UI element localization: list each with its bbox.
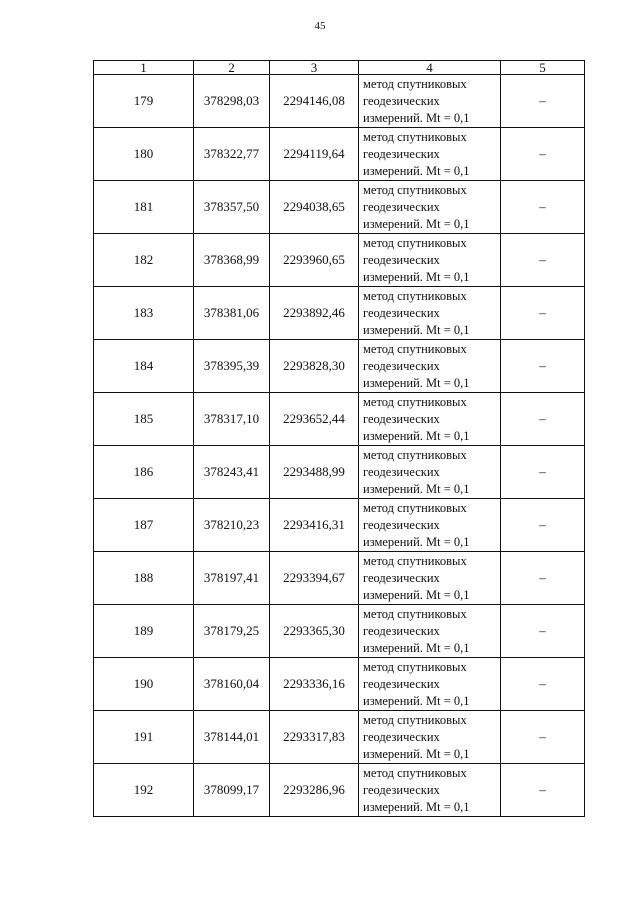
point-number-cell: 191 xyxy=(94,711,194,764)
method-line: измерений. Mt = 0,1 xyxy=(363,428,470,443)
x-coordinate-cell: 378179,25 xyxy=(194,605,270,658)
method-line: метод спутниковых xyxy=(363,659,467,674)
point-number-cell: 185 xyxy=(94,393,194,446)
note-cell: – xyxy=(501,393,585,446)
method-line: измерений. Mt = 0,1 xyxy=(363,216,470,231)
note-cell: – xyxy=(501,658,585,711)
point-number-cell: 188 xyxy=(94,552,194,605)
method-cell xyxy=(359,499,501,552)
header-row xyxy=(94,61,585,75)
method-cell xyxy=(359,764,501,817)
point-number-cell: 180 xyxy=(94,128,194,181)
method-line: измерений. Mt = 0,1 xyxy=(363,640,470,655)
method-line: метод спутниковых xyxy=(363,235,467,250)
method-line: геодезических xyxy=(363,93,440,108)
table-row xyxy=(94,605,585,658)
point-number-cell: 182 xyxy=(94,234,194,287)
method-cell xyxy=(359,234,501,287)
coordinates-table xyxy=(93,60,585,817)
method-line: измерений. Mt = 0,1 xyxy=(363,746,470,761)
y-coordinate-cell: 2293828,30 xyxy=(270,340,359,393)
method-line: метод спутниковых xyxy=(363,76,467,91)
method-line: геодезических xyxy=(363,782,440,797)
method-line: метод спутниковых xyxy=(363,288,467,303)
table-row xyxy=(94,499,585,552)
y-coordinate-cell: 2293365,30 xyxy=(270,605,359,658)
method-line: геодезических xyxy=(363,570,440,585)
method-cell xyxy=(359,287,501,340)
point-number-cell: 179 xyxy=(94,75,194,128)
header-col-5: 5 xyxy=(501,61,585,75)
method-cell xyxy=(359,340,501,393)
x-coordinate-cell: 378197,41 xyxy=(194,552,270,605)
page-number: 45 xyxy=(314,20,326,32)
y-coordinate-cell: 2293892,46 xyxy=(270,287,359,340)
x-coordinate-cell: 378099,17 xyxy=(194,764,270,817)
point-number-cell: 181 xyxy=(94,181,194,234)
y-coordinate-cell: 2294119,64 xyxy=(270,128,359,181)
table-header xyxy=(94,61,585,75)
method-line: измерений. Mt = 0,1 xyxy=(363,269,470,284)
x-coordinate-cell: 378210,23 xyxy=(194,499,270,552)
x-coordinate-cell: 378243,41 xyxy=(194,446,270,499)
method-line: геодезических xyxy=(363,676,440,691)
method-line: измерений. Mt = 0,1 xyxy=(363,110,470,125)
y-coordinate-cell: 2293286,96 xyxy=(270,764,359,817)
x-coordinate-cell: 378322,77 xyxy=(194,128,270,181)
method-line: геодезических xyxy=(363,729,440,744)
method-line: геодезических xyxy=(363,411,440,426)
table-row xyxy=(94,287,585,340)
x-coordinate-cell: 378144,01 xyxy=(194,711,270,764)
table-row xyxy=(94,764,585,817)
method-line: метод спутниковых xyxy=(363,182,467,197)
table-row xyxy=(94,446,585,499)
note-cell: – xyxy=(501,287,585,340)
method-line: метод спутниковых xyxy=(363,500,467,515)
note-cell: – xyxy=(501,499,585,552)
y-coordinate-cell: 2294146,08 xyxy=(270,75,359,128)
method-cell xyxy=(359,711,501,764)
method-line: метод спутниковых xyxy=(363,712,467,727)
method-line: метод спутниковых xyxy=(363,553,467,568)
y-coordinate-cell: 2293394,67 xyxy=(270,552,359,605)
method-line: метод спутниковых xyxy=(363,447,467,462)
method-line: геодезических xyxy=(363,252,440,267)
table-row xyxy=(94,658,585,711)
note-cell: – xyxy=(501,340,585,393)
method-line: геодезических xyxy=(363,199,440,214)
method-cell xyxy=(359,605,501,658)
method-line: измерений. Mt = 0,1 xyxy=(363,587,470,602)
method-line: метод спутниковых xyxy=(363,129,467,144)
point-number-cell: 186 xyxy=(94,446,194,499)
method-line: геодезических xyxy=(363,464,440,479)
method-cell xyxy=(359,393,501,446)
method-line: геодезических xyxy=(363,623,440,638)
table-row xyxy=(94,711,585,764)
x-coordinate-cell: 378317,10 xyxy=(194,393,270,446)
y-coordinate-cell: 2293416,31 xyxy=(270,499,359,552)
point-number-cell: 183 xyxy=(94,287,194,340)
y-coordinate-cell: 2294038,65 xyxy=(270,181,359,234)
y-coordinate-cell: 2293960,65 xyxy=(270,234,359,287)
x-coordinate-cell: 378357,50 xyxy=(194,181,270,234)
point-number-cell: 192 xyxy=(94,764,194,817)
method-line: метод спутниковых xyxy=(363,341,467,356)
method-line: измерений. Mt = 0,1 xyxy=(363,799,470,814)
method-cell xyxy=(359,658,501,711)
method-line: геодезических xyxy=(363,358,440,373)
x-coordinate-cell: 378395,39 xyxy=(194,340,270,393)
note-cell: – xyxy=(501,764,585,817)
method-line: метод спутниковых xyxy=(363,606,467,621)
y-coordinate-cell: 2293336,16 xyxy=(270,658,359,711)
point-number-cell: 189 xyxy=(94,605,194,658)
table-row xyxy=(94,340,585,393)
table-row xyxy=(94,234,585,287)
method-line: геодезических xyxy=(363,305,440,320)
method-line: измерений. Mt = 0,1 xyxy=(363,481,470,496)
note-cell: – xyxy=(501,552,585,605)
note-cell: – xyxy=(501,446,585,499)
table-row xyxy=(94,128,585,181)
method-line: измерений. Mt = 0,1 xyxy=(363,163,470,178)
method-cell xyxy=(359,552,501,605)
note-cell: – xyxy=(501,711,585,764)
x-coordinate-cell: 378298,03 xyxy=(194,75,270,128)
method-line: метод спутниковых xyxy=(363,394,467,409)
method-cell xyxy=(359,446,501,499)
note-cell: – xyxy=(501,75,585,128)
method-cell xyxy=(359,128,501,181)
header-col-4: 4 xyxy=(359,61,501,75)
note-cell: – xyxy=(501,605,585,658)
method-line: геодезических xyxy=(363,517,440,532)
note-cell: – xyxy=(501,128,585,181)
header-col-2: 2 xyxy=(194,61,270,75)
point-number-cell: 184 xyxy=(94,340,194,393)
header-col-1: 1 xyxy=(94,61,194,75)
x-coordinate-cell: 378368,99 xyxy=(194,234,270,287)
header-col-3: 3 xyxy=(270,61,359,75)
method-cell xyxy=(359,75,501,128)
x-coordinate-cell: 378381,06 xyxy=(194,287,270,340)
point-number-cell: 187 xyxy=(94,499,194,552)
y-coordinate-cell: 2293488,99 xyxy=(270,446,359,499)
method-line: измерений. Mt = 0,1 xyxy=(363,693,470,708)
table-row xyxy=(94,75,585,128)
point-number-cell: 190 xyxy=(94,658,194,711)
method-line: измерений. Mt = 0,1 xyxy=(363,375,470,390)
table-row xyxy=(94,181,585,234)
method-line: измерений. Mt = 0,1 xyxy=(363,534,470,549)
x-coordinate-cell: 378160,04 xyxy=(194,658,270,711)
method-line: измерений. Mt = 0,1 xyxy=(363,322,470,337)
table-row xyxy=(94,552,585,605)
method-line: метод спутниковых xyxy=(363,765,467,780)
y-coordinate-cell: 2293317,83 xyxy=(270,711,359,764)
table-row xyxy=(94,393,585,446)
method-line: геодезических xyxy=(363,146,440,161)
table-body xyxy=(94,75,585,817)
y-coordinate-cell: 2293652,44 xyxy=(270,393,359,446)
method-cell xyxy=(359,181,501,234)
note-cell: – xyxy=(501,181,585,234)
note-cell: – xyxy=(501,234,585,287)
